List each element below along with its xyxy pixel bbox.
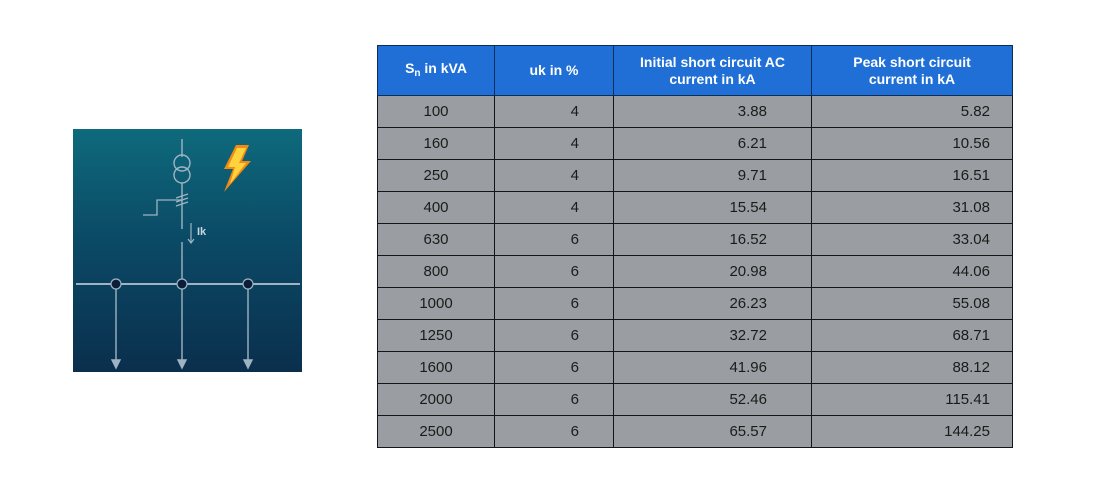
table-row (378, 128, 1013, 160)
cell-uk: 6 (495, 320, 614, 352)
header-peak-current-line2: current in kA (868, 70, 956, 87)
header-rated-power-symbol: S (405, 59, 415, 76)
cell-rated-power: 2000 (378, 384, 495, 416)
cell-uk: 6 (495, 352, 614, 384)
feeder-left (112, 284, 120, 368)
cell-peak-current: 68.71 (812, 320, 1013, 352)
cell-rated-power: 800 (378, 256, 495, 288)
header-peak-current (812, 46, 1013, 96)
cell-uk: 6 (495, 384, 614, 416)
bus-node-right (243, 279, 253, 289)
cell-initial-current: 20.98 (614, 256, 812, 288)
cell-initial-current: 6.21 (614, 128, 812, 160)
cell-rated-power: 1250 (378, 320, 495, 352)
header-rated-power (378, 46, 495, 96)
cell-initial-current: 52.46 (614, 384, 812, 416)
cell-initial-current: 9.71 (614, 160, 812, 192)
cell-initial-current: 32.72 (614, 320, 812, 352)
cell-rated-power: 160 (378, 128, 495, 160)
cell-initial-current: 15.54 (614, 192, 812, 224)
cell-uk: 6 (495, 256, 614, 288)
cell-peak-current: 33.04 (812, 224, 1013, 256)
table-row (378, 160, 1013, 192)
current-label: Ik (197, 226, 207, 238)
bus-node-left (111, 279, 121, 289)
cell-peak-current: 10.56 (812, 128, 1013, 160)
cell-initial-current: 41.96 (614, 352, 812, 384)
cell-uk: 4 (495, 160, 614, 192)
transformer-icon (174, 155, 190, 183)
table-row (378, 288, 1013, 320)
cell-rated-power: 2500 (378, 416, 495, 448)
cell-peak-current: 16.51 (812, 160, 1013, 192)
cell-uk: 4 (495, 128, 614, 160)
table-row (378, 256, 1013, 288)
lightning-bolt-icon (224, 145, 251, 192)
cell-rated-power: 250 (378, 160, 495, 192)
table-row (378, 96, 1013, 128)
table-row (378, 352, 1013, 384)
cell-uk: 6 (495, 224, 614, 256)
cell-uk: 4 (495, 192, 614, 224)
header-initial-current-line1: Initial short circuit AC (640, 53, 785, 70)
table-header-row (378, 46, 1013, 96)
single-line-diagram (73, 129, 302, 372)
ground-icon (143, 194, 188, 215)
cell-peak-current: 88.12 (812, 352, 1013, 384)
feeder-right (244, 284, 252, 368)
table-row (378, 224, 1013, 256)
cell-initial-current: 3.88 (614, 96, 812, 128)
cell-peak-current: 115.41 (812, 384, 1013, 416)
header-initial-current-line2: current in kA (669, 70, 756, 87)
cell-peak-current: 5.82 (812, 96, 1013, 128)
cell-peak-current: 44.06 (812, 256, 1013, 288)
cell-rated-power: 1600 (378, 352, 495, 384)
cell-uk: 6 (495, 288, 614, 320)
current-arrow (188, 223, 194, 243)
diagram-drawing (73, 129, 302, 372)
cell-peak-current: 31.08 (812, 192, 1013, 224)
header-peak-current-line1: Peak short circuit (853, 53, 971, 70)
cell-rated-power: 630 (378, 224, 495, 256)
header-initial-current (614, 46, 812, 96)
short-circuit-table-grid (377, 45, 1013, 448)
cell-rated-power: 100 (378, 96, 495, 128)
cell-initial-current: 16.52 (614, 224, 812, 256)
table-row (378, 384, 1013, 416)
short-circuit-table (377, 45, 1012, 448)
table-row (378, 320, 1013, 352)
cell-rated-power: 1000 (378, 288, 495, 320)
header-rated-power-subscript: n (414, 67, 421, 79)
cell-rated-power: 400 (378, 192, 495, 224)
cell-uk: 6 (495, 416, 614, 448)
cell-uk: 4 (495, 96, 614, 128)
table-row (378, 416, 1013, 448)
table-row (378, 192, 1013, 224)
bus-node-middle (177, 279, 187, 289)
cell-peak-current: 55.08 (812, 288, 1013, 320)
header-rated-power-unit: in kVA (420, 59, 467, 76)
cell-peak-current: 144.25 (812, 416, 1013, 448)
cell-initial-current: 26.23 (614, 288, 812, 320)
header-uk: uk in % (495, 46, 614, 96)
cell-initial-current: 65.57 (614, 416, 812, 448)
feeder-middle (178, 284, 186, 368)
